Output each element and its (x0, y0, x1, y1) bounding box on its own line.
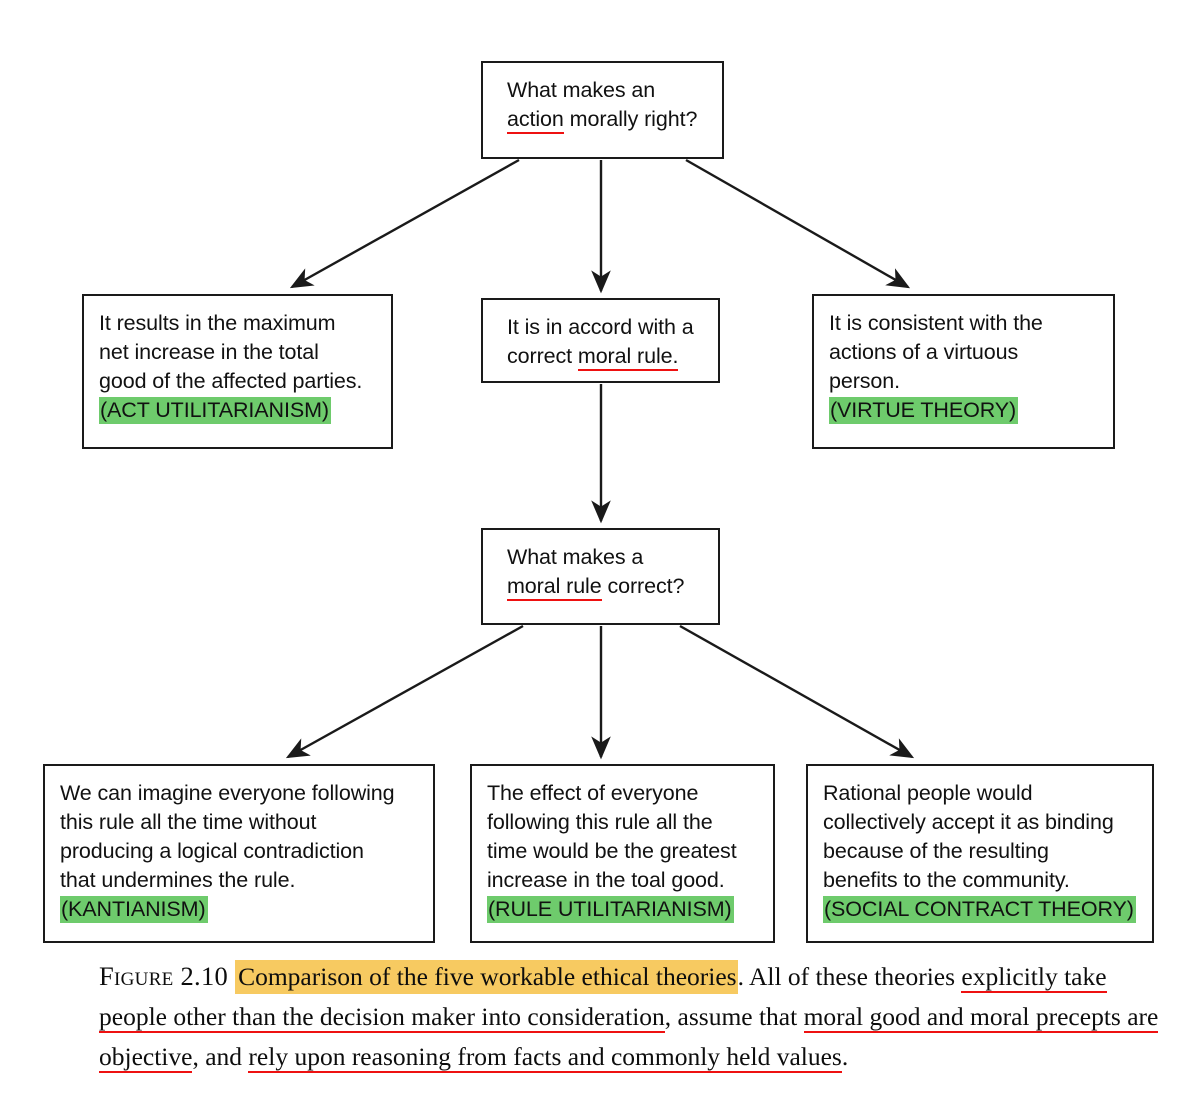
node-theory-label (99, 396, 376, 425)
node-line: increase in the toal good. (487, 867, 725, 892)
node-line: What makes a (507, 545, 644, 569)
arrow-action-to-virtue-theory (686, 160, 908, 287)
node-line-text: correct? (601, 573, 685, 598)
node-kantianism (43, 764, 435, 943)
caption-underline-1: explicitly take people other than the decision maker into consideration (99, 962, 1107, 1032)
node-line: actions of a virtuous (829, 339, 1019, 364)
node-theory-label (829, 396, 1098, 425)
node-line (507, 572, 703, 601)
node-theory-label (487, 895, 758, 924)
caption-underline-3: rely upon reasoning from facts and commonly held values (248, 1042, 842, 1072)
node-line: good of the affected parties. (99, 368, 363, 393)
node-line: because of the resulting (823, 838, 1049, 863)
node-line: time would be the greatest (487, 838, 737, 863)
figure-caption (99, 956, 1160, 1077)
node-moral-rule (481, 298, 720, 383)
caption-underline-2: moral good and moral precepts are objective (99, 1002, 1159, 1072)
theory-highlight: (VIRTUE THEORY) (830, 397, 1017, 422)
node-line: What makes an (507, 78, 656, 102)
theory-highlight: (KANTIANISM) (61, 896, 206, 921)
underlined-term: moral rule (507, 574, 602, 601)
theory-highlight: (RULE UTILITARIANISM) (488, 896, 732, 921)
caption-text: . All of these theories (737, 962, 962, 991)
node-theory-label (60, 895, 418, 924)
theory-highlight: (SOCIAL CONTRACT THEORY) (824, 896, 1134, 921)
caption-text: , assume that (664, 1002, 804, 1032)
node-social-contract-theory (806, 764, 1154, 943)
node-act-utilitarianism (82, 294, 393, 449)
caption-text: . (841, 1042, 849, 1072)
node-line: net increase in the total (99, 339, 319, 364)
node-line: producing a logical contradiction (60, 838, 364, 863)
node-rule-utilitarianism (470, 764, 775, 943)
node-line: It is consistent with the (829, 311, 1043, 335)
node-line: The effect of everyone (487, 781, 699, 805)
node-line: Rational people would (823, 781, 1033, 805)
node-line: benefits to the community. (823, 867, 1070, 892)
node-line: It results in the maximum (99, 311, 336, 335)
figure-number: Figure 2.10 (99, 961, 229, 991)
caption-highlight: Comparison of the five workable ethical theories (235, 960, 738, 994)
theory-highlight: (ACT UTILITARIANISM) (100, 397, 329, 422)
node-theory-label (823, 895, 1137, 924)
node-line: following this rule all the (487, 809, 713, 834)
node-line: We can imagine everyone following (60, 781, 395, 805)
node-question-action (481, 61, 724, 159)
caption-text: , and (192, 1042, 249, 1072)
node-line (507, 342, 703, 371)
node-line-text: correct (507, 343, 578, 368)
node-line: that undermines the rule. (60, 867, 296, 892)
underlined-term: action (507, 107, 564, 134)
node-line: It is in accord with a (507, 315, 694, 339)
arrow-rule-to-kantianism (288, 626, 523, 757)
arrow-rule-to-social-contract (680, 626, 912, 757)
node-line (507, 105, 707, 134)
node-line: this rule all the time without (60, 809, 317, 834)
node-line: person. (829, 368, 901, 393)
underlined-term: moral rule. (578, 344, 678, 371)
node-question-moral-rule (481, 528, 720, 625)
node-line-text: morally right? (563, 106, 698, 131)
node-line: collectively accept it as binding (823, 809, 1114, 834)
arrow-action-to-act-utilitarianism (292, 160, 519, 287)
node-virtue-theory (812, 294, 1115, 449)
